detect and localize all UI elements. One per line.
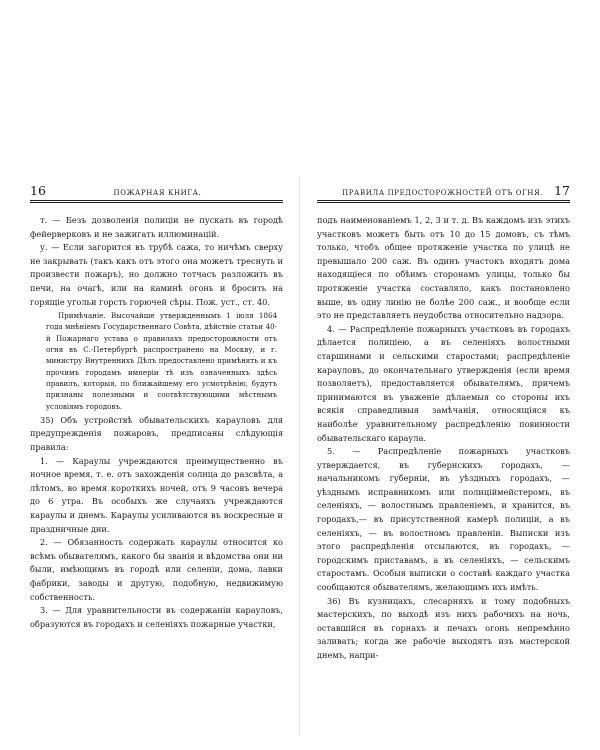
page-number: 16	[30, 183, 46, 198]
page-number: 17	[554, 183, 570, 198]
paragraph: 35) Объ устройствѣ обывательскихъ карауловъ для предупрежденія пожаровъ, предписаны слѣдующія правила:	[30, 414, 283, 453]
paragraph: 5. — Распредѣленіе пожарныхъ участковъ утверждается, въ губернскихъ городахъ, — начальникомъ губерніи, въ уѣздныхъ городахъ, — уѣзднымъ исправникомъ или полиціймейстеромъ, въ селеніяхъ, — волостнымъ правленіемъ, и хранится, въ городахъ,— въ присутственной камерѣ полиціи, а въ селеніяхъ, — въ волостномъ правленіи. Выписки изъ этого распредѣленія отсылаются, въ городахъ, — городскимъ приставамъ, а въ селеніяхъ, — сельскимъ старостамъ. Особыя выписки о составѣ каждаго участка сообщаются обывателямъ, желающимъ ихъ имѣть.	[317, 446, 570, 593]
paragraph: т. — Безъ дозволенія полиціи не пускать въ городѣ фейерверковъ и не зажигать иллюминацій.	[30, 215, 283, 239]
paragraph: у. — Если загорится въ трубѣ сажа, то ничѣмъ сверху не закрывать (такъ какъ отъ этого она можетъ треснуть и произвести пожаръ), но должно тотчасъ разложить въ печи, на очагѣ, или на каминѣ огонь и бросить на горящіе угольи горсть горючей сѣры. Пож. уст., ст. 40.	[30, 242, 283, 307]
left-page	[30, 183, 283, 631]
note-paragraph: Примѣчаніе. Высочайше утвержденнымъ 1 іюля 1864 года мнѣніемъ Государственнаго Совѣта, дѣйствіе статьи 40-й Пожарнаго устава о правилахъ предосторожности отъ огня въ С.-Петербургѣ распространено на Москву, и г. министру Внутреннихъ Дѣлъ предоставлено примѣнять и къ прочимъ городамъ имперіи тѣ изъ означенныхъ здѣсь правилъ, которыя, по ближайшему его усмотрѣнію, будутъ признаны полезными и соотвѣтствующими мѣстнымъ условіямъ городовъ.	[46, 311, 277, 411]
right-page	[317, 183, 570, 663]
left-page-header	[30, 183, 283, 199]
running-head: ПРАВИЛА ПРЕДОСТОРОЖНОСТЕЙ ОТЪ ОГНЯ.	[342, 189, 544, 197]
page-gutter	[299, 176, 300, 736]
paragraph: 3. — Для уравнительности въ содержаніи карауловъ, образуются въ городахъ и селеніяхъ пожарные участки,	[30, 605, 283, 629]
paragraph: 4. — Распредѣленіе пожарныхъ участковъ въ городахъ дѣлается полиціею, а въ селеніяхъ волостными старшинами и сельскими старостами; распредѣленіе карауловъ, до окончательнаго утвержденія (если время позволяетъ), предоставляется обывателямъ, причемъ принимаются въ уваженіе дѣлаемыя со стороны ихъ всякія справедливыя замѣчанія, относящіяся къ наиболѣе уравнительному распредѣленію повинности обывательскаго караула.	[317, 323, 570, 443]
running-head: ПОЖАРНАЯ КНИГА.	[113, 189, 202, 197]
paragraph: подъ наименованіемъ 1, 2, 3 и т. д. Въ каждомъ изъ этихъ участковъ можетъ быть отъ 10 до 15 домовъ, съ тѣмъ только, чтобъ общее протяженіе участка по улицѣ не превышало 200 саж. Въ одинъ участокъ входятъ дома находящіеся по обѣимъ сторонамъ улицы, только бы протяженіе участка составляло, какъ постановлено выше, въ одну линію не болѣе 200 саж., и вообще если это не представляетъ неудобства относительно надзора.	[317, 215, 570, 321]
right-page-content	[317, 203, 570, 663]
right-page-header	[317, 183, 570, 199]
paragraph: 2. — Обязанность содержать караулы относится ко всѣмъ обывателямъ, какого бы званія и вѣдомства они ни были, имѣющимъ въ городѣ или селеніи, дома, лавки фабрики, заводы и другую, подобную, недвижимую собственность.	[30, 537, 283, 602]
left-page-content	[30, 203, 283, 631]
paragraph: 1. — Караулы учреждаются преимущественно въ ночное время, т. е. отъ захожденія солнца до разсвѣта, а лѣтомъ, во время короткихъ ночей, отъ 9 часовъ вечера до 6 утра. Въ особыхъ же случаяхъ учреждаются караулы и днемъ. Караулы усиливаются въ воскресные и праздничные дни.	[30, 455, 283, 534]
paragraph: 36) Въ кузницахъ, слесарняхъ и тому подобныхъ мастерскихъ, по выходѣ изъ нихъ рабочихъ на ночь, оставшійся въ горнахъ и печахъ огонь непремѣнно заливать; когда же рабочіе выходятъ изъ мастерской днемъ, напри-	[317, 595, 570, 660]
